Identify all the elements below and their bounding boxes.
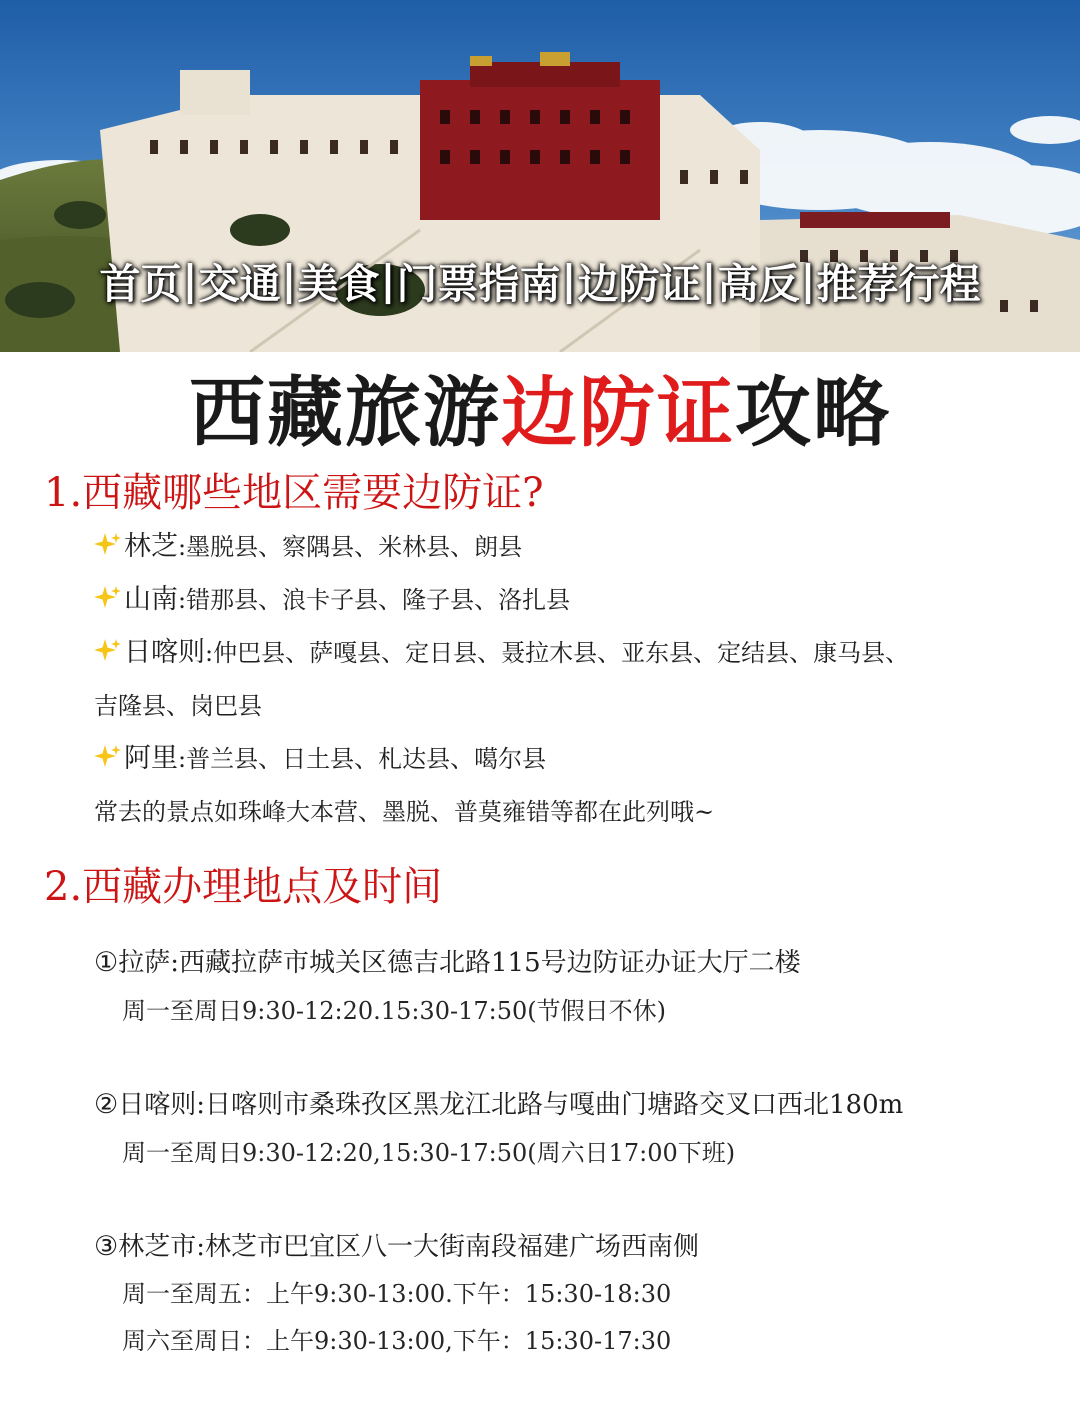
sparkles-icon xyxy=(94,637,122,665)
office-address: :林芝市巴宜区八一大街南段福建广场西南侧 xyxy=(196,1232,699,1262)
nav-separator: | xyxy=(380,256,396,304)
office-city: 日喀则 xyxy=(118,1090,197,1120)
office-hours-weekday: 周一至周五：上午9:30-13:00.下午：15:30-18:30 xyxy=(122,1280,672,1308)
region-name: 山南 xyxy=(124,584,178,615)
page-title xyxy=(0,366,1080,460)
nav-separator: | xyxy=(182,256,198,304)
nav-item-border-permit[interactable]: 边防证 xyxy=(577,259,701,308)
nav-item-transport[interactable]: 交通 xyxy=(198,259,281,308)
nav-separator: | xyxy=(800,256,816,304)
region-name: 日喀则 xyxy=(124,637,205,668)
region-row-shannan xyxy=(94,583,570,617)
office-hours: 周一至周日9:30-12:20,15:30-17:50(周六日17:00下班) xyxy=(122,1139,736,1167)
region-name: 林芝 xyxy=(124,531,178,562)
section-heading-regions: 1.西藏哪些地区需要边防证? xyxy=(44,470,544,516)
region-counties: :错那县、浪卡子县、隆子县、洛扎县 xyxy=(178,586,571,614)
office-address: :日喀则市桑珠孜区黑龙江北路与嘎曲门塘路交叉口西北180m xyxy=(196,1090,904,1120)
sparkles-icon xyxy=(94,531,122,559)
list-marker: ③ xyxy=(94,1231,119,1262)
region-counties: :仲巴县、萨嘎县、定日县、聂拉木县、亚东县、定结县、康马县、 xyxy=(205,639,910,667)
office-shigatse xyxy=(94,1087,903,1123)
section-heading-offices: 2.西藏办理地点及时间 xyxy=(44,864,443,910)
title-prefix: 西藏旅游 xyxy=(189,368,501,457)
office-hours: 周一至周日9:30-12:20.15:30-17:50(节假日不休) xyxy=(122,997,666,1025)
list-marker: ② xyxy=(94,1089,119,1120)
region-row-ngari xyxy=(94,742,546,776)
office-address: :西藏拉萨市城关区德吉北路115号边防证办证大厅二楼 xyxy=(170,948,801,978)
title-suffix: 攻略 xyxy=(735,368,891,457)
region-row-shigatse-continued: 吉隆县、岗巴县 xyxy=(94,692,262,720)
nav-item-tickets[interactable]: 门票指南 xyxy=(396,259,561,308)
region-name: 阿里 xyxy=(124,743,178,774)
office-city: 拉萨 xyxy=(118,948,171,978)
title-highlight: 边防证 xyxy=(501,368,735,457)
office-nyingchi xyxy=(94,1229,699,1265)
nav-separator: | xyxy=(701,256,717,304)
office-hours-weekend: 周六至周日：上午9:30-13:00,下午：15:30-17:30 xyxy=(122,1327,672,1355)
sparkles-icon xyxy=(94,743,122,771)
section1-note: 常去的景点如珠峰大本营、墨脱、普莫雍错等都在此列哦~ xyxy=(94,798,715,826)
region-row-nyingchi xyxy=(94,530,522,564)
nav-separator: | xyxy=(561,256,577,304)
office-lhasa xyxy=(94,945,801,981)
category-nav xyxy=(0,248,1080,312)
region-row-shigatse xyxy=(94,636,909,670)
sparkles-icon xyxy=(94,584,122,612)
nav-item-itinerary[interactable]: 推荐行程 xyxy=(816,259,981,308)
nav-item-food[interactable]: 美食 xyxy=(297,259,380,308)
list-marker: ① xyxy=(94,947,119,978)
nav-separator: | xyxy=(281,256,297,304)
region-counties: :普兰县、日土县、札达县、噶尔县 xyxy=(178,745,547,773)
nav-item-altitude[interactable]: 高反 xyxy=(717,259,800,308)
nav-item-home[interactable]: 首页 xyxy=(99,259,182,308)
office-city: 林芝市 xyxy=(118,1232,197,1262)
region-counties: :墨脱县、察隅县、米林县、朗县 xyxy=(178,533,523,561)
